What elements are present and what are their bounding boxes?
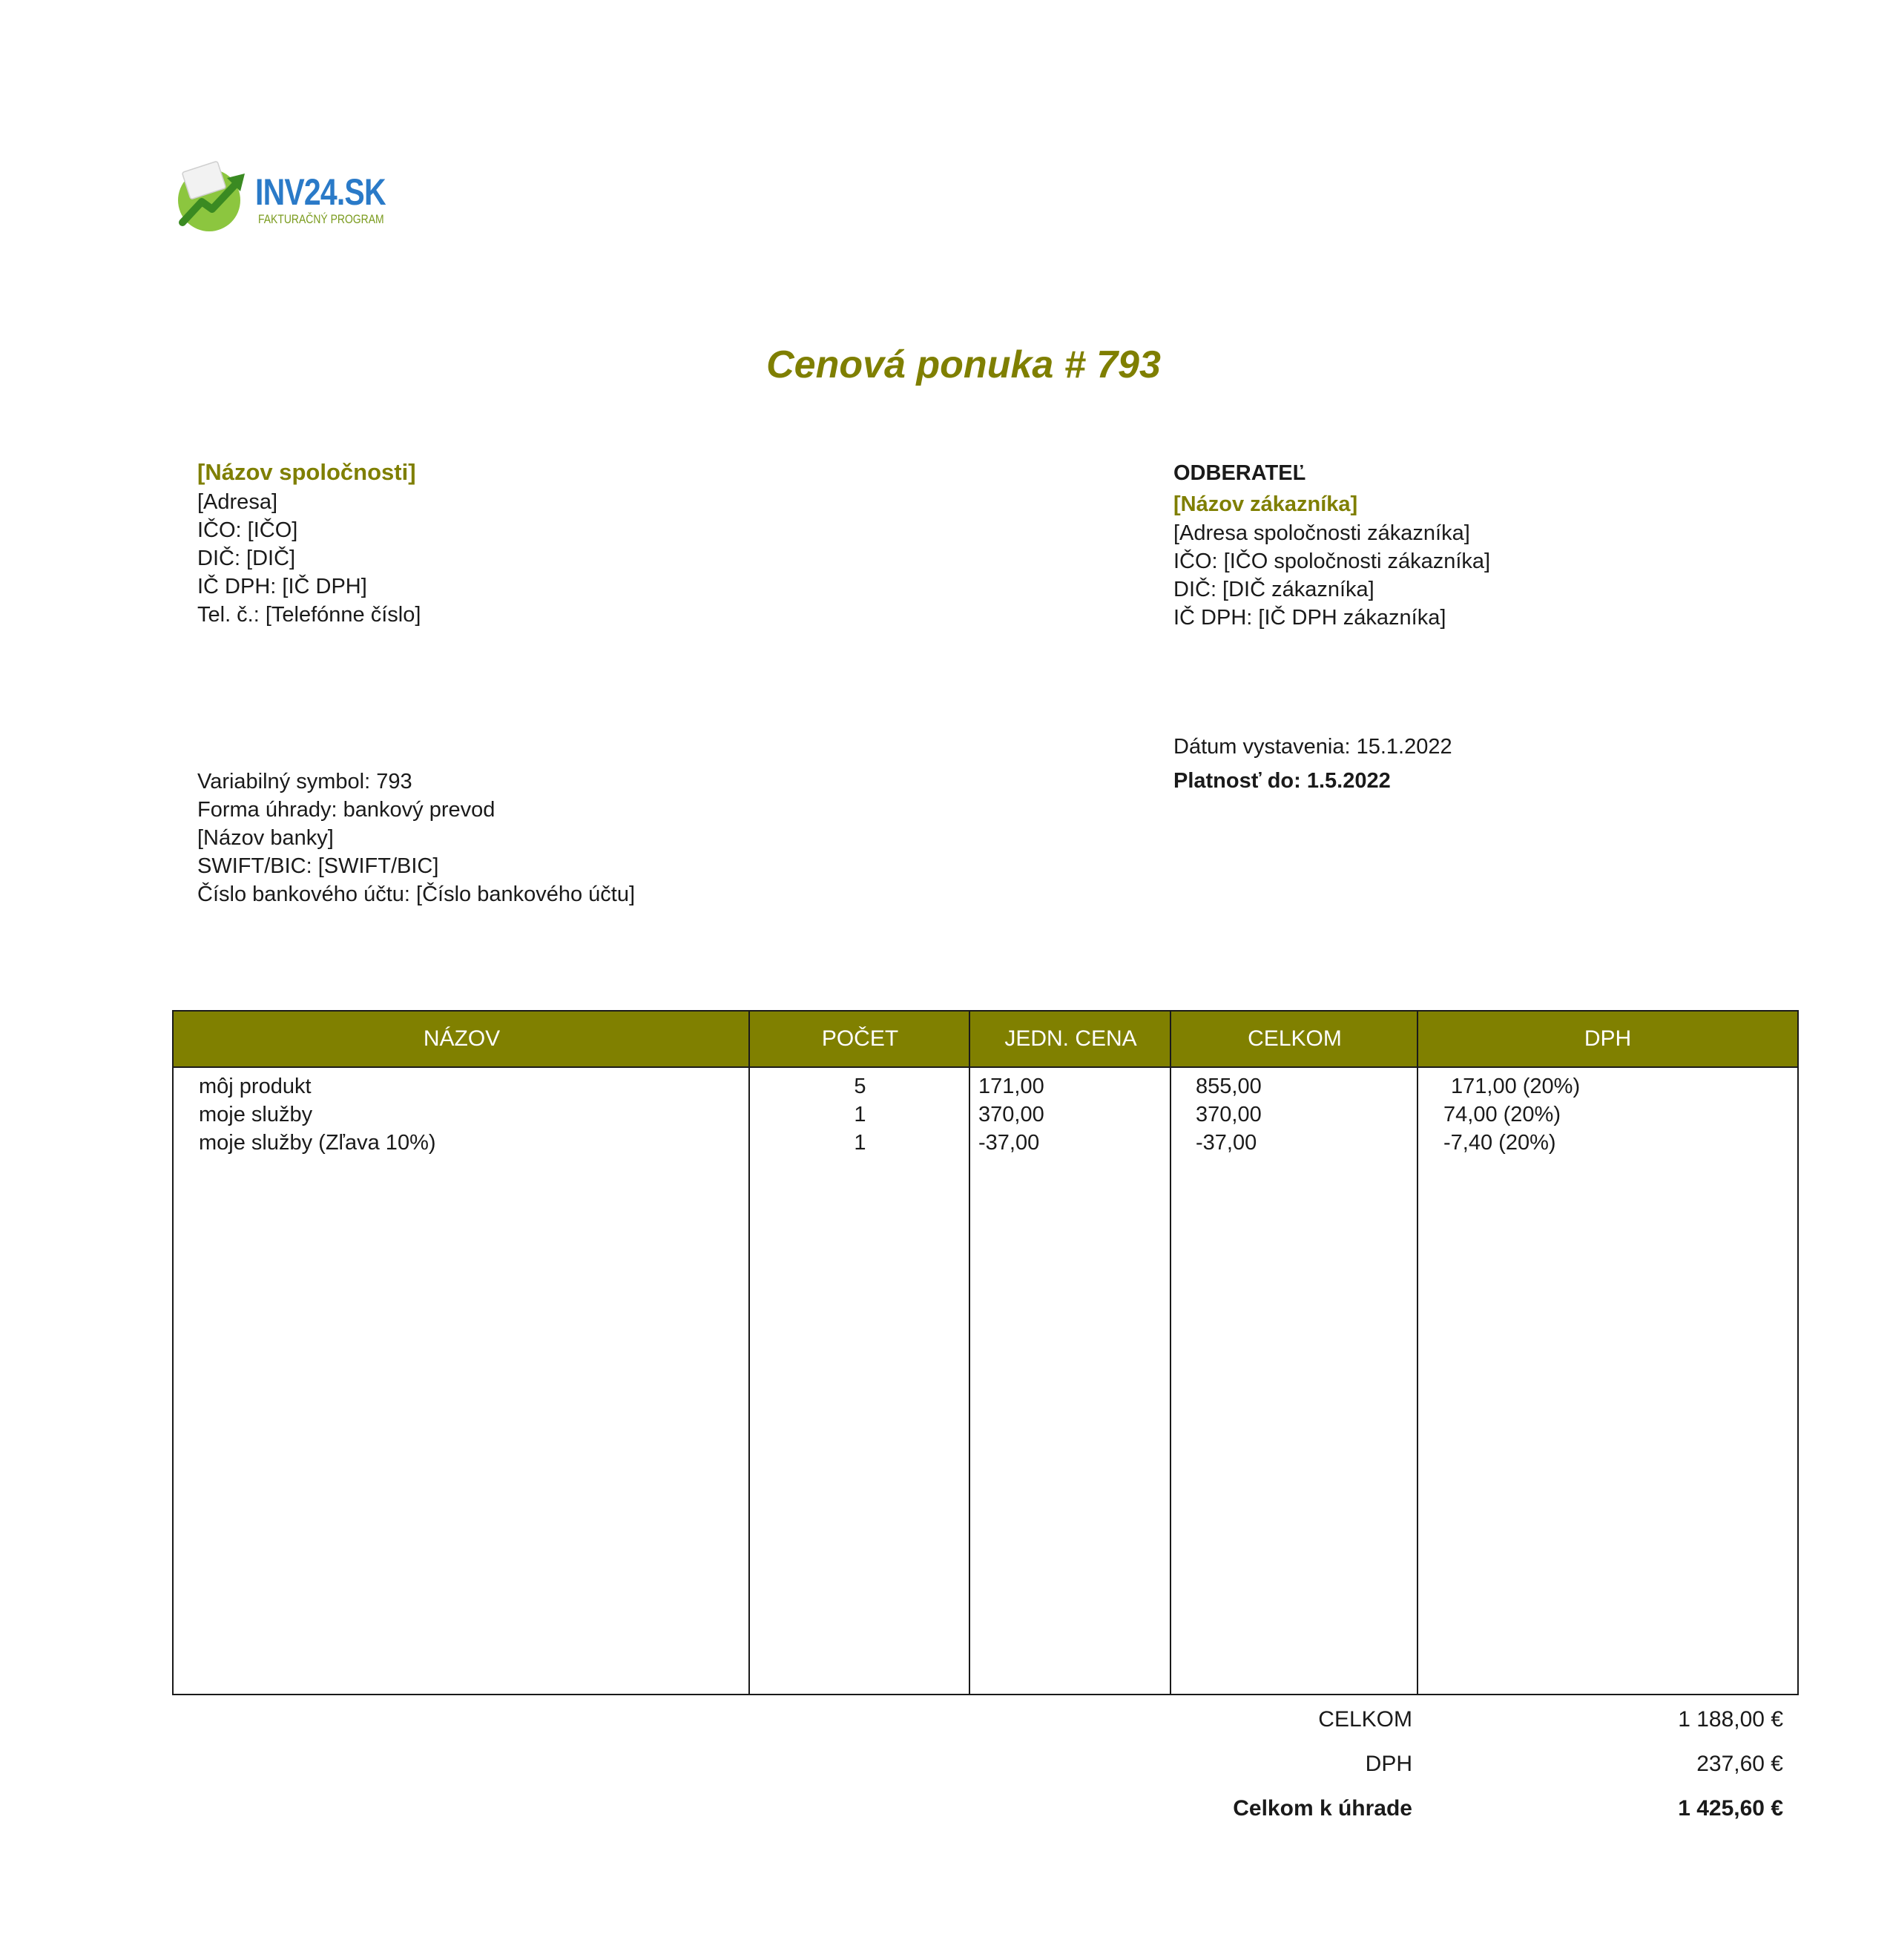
item-vat: 74,00 (20%)	[1443, 1103, 1561, 1126]
item-quantity: 5	[854, 1075, 866, 1098]
valid-until-date: Platnosť do: 1.5.2022	[1173, 769, 1391, 793]
payment-block	[197, 768, 635, 908]
logo-subtitle: FAKTURAČNÝ PROGRAM	[258, 212, 384, 226]
supplier-address: [Adresa]	[197, 490, 277, 514]
customer-icdph: IČ DPH: [IČ DPH zákazníka]	[1173, 606, 1446, 630]
logo-icon	[172, 159, 254, 233]
grand-total-label: Celkom k úhrade	[1233, 1796, 1412, 1821]
swift-bic: SWIFT/BIC: [SWIFT/BIC]	[197, 854, 439, 878]
header-vat: DPH	[1584, 1026, 1632, 1051]
variable-symbol: Variabilný symbol: 793	[197, 770, 412, 793]
item-total: -37,00	[1196, 1131, 1257, 1155]
payment-method: Forma úhrady: bankový prevod	[197, 798, 495, 822]
vat-value: 237,60 €	[1696, 1752, 1783, 1776]
header-total: CELKOM	[1248, 1026, 1342, 1051]
customer-name: [Názov zákazníka]	[1173, 492, 1358, 516]
items-table	[172, 1010, 1799, 1695]
customer-heading: ODBERATEĽ	[1173, 461, 1306, 485]
dates-block	[1173, 730, 1452, 799]
subtotal-label: CELKOM	[1318, 1707, 1412, 1732]
vat-label: DPH	[1365, 1752, 1412, 1776]
header-quantity: POČET	[821, 1026, 899, 1051]
supplier-block	[197, 457, 421, 629]
customer-ico: IČO: [IČO spoločnosti zákazníka]	[1173, 550, 1491, 573]
issue-date: Dátum vystavenia: 15.1.2022	[1173, 735, 1452, 759]
supplier-name: [Názov spoločnosti]	[197, 459, 416, 485]
table-header	[174, 1012, 1797, 1068]
item-unit-price: -37,00	[978, 1131, 1040, 1155]
supplier-phone: Tel. č.: [Telefónne číslo]	[197, 603, 421, 627]
item-total: 855,00	[1196, 1075, 1262, 1098]
table-row	[174, 1129, 1797, 1157]
item-unit-price: 370,00	[978, 1103, 1044, 1126]
bank-account: Číslo bankového účtu: [Číslo bankového účtu]	[197, 882, 636, 906]
item-vat: -7,40 (20%)	[1443, 1131, 1556, 1155]
item-unit-price: 171,00	[978, 1075, 1044, 1098]
supplier-ico: IČO: [IČO]	[197, 518, 298, 542]
item-name: moje služby	[199, 1103, 313, 1126]
subtotal-value: 1 188,00 €	[1678, 1707, 1783, 1732]
item-name: môj produkt	[199, 1075, 312, 1098]
supplier-dic: DIČ: [DIČ]	[197, 547, 296, 570]
customer-block	[1173, 457, 1490, 632]
item-vat: 171,00 (20%)	[1451, 1075, 1581, 1098]
item-quantity: 1	[854, 1103, 866, 1126]
logo-name: INV24.SK	[255, 171, 386, 213]
item-quantity: 1	[854, 1131, 866, 1155]
item-total: 370,00	[1196, 1103, 1262, 1126]
customer-dic: DIČ: [DIČ zákazníka]	[1173, 578, 1374, 601]
document-title: Cenová ponuka # 793	[766, 343, 1161, 386]
bank-name: [Názov banky]	[197, 826, 334, 850]
grand-total-value: 1 425,60 €	[1678, 1796, 1783, 1821]
customer-address: [Adresa spoločnosti zákazníka]	[1173, 521, 1470, 545]
header-name: NÁZOV	[423, 1026, 501, 1051]
table-row	[174, 1101, 1797, 1129]
company-logo	[172, 159, 395, 233]
header-unit-price: JEDN. CENA	[1004, 1026, 1137, 1051]
supplier-icdph: IČ DPH: [IČ DPH]	[197, 575, 367, 598]
item-name: moje služby (Zľava 10%)	[199, 1131, 436, 1155]
table-row	[174, 1072, 1797, 1101]
